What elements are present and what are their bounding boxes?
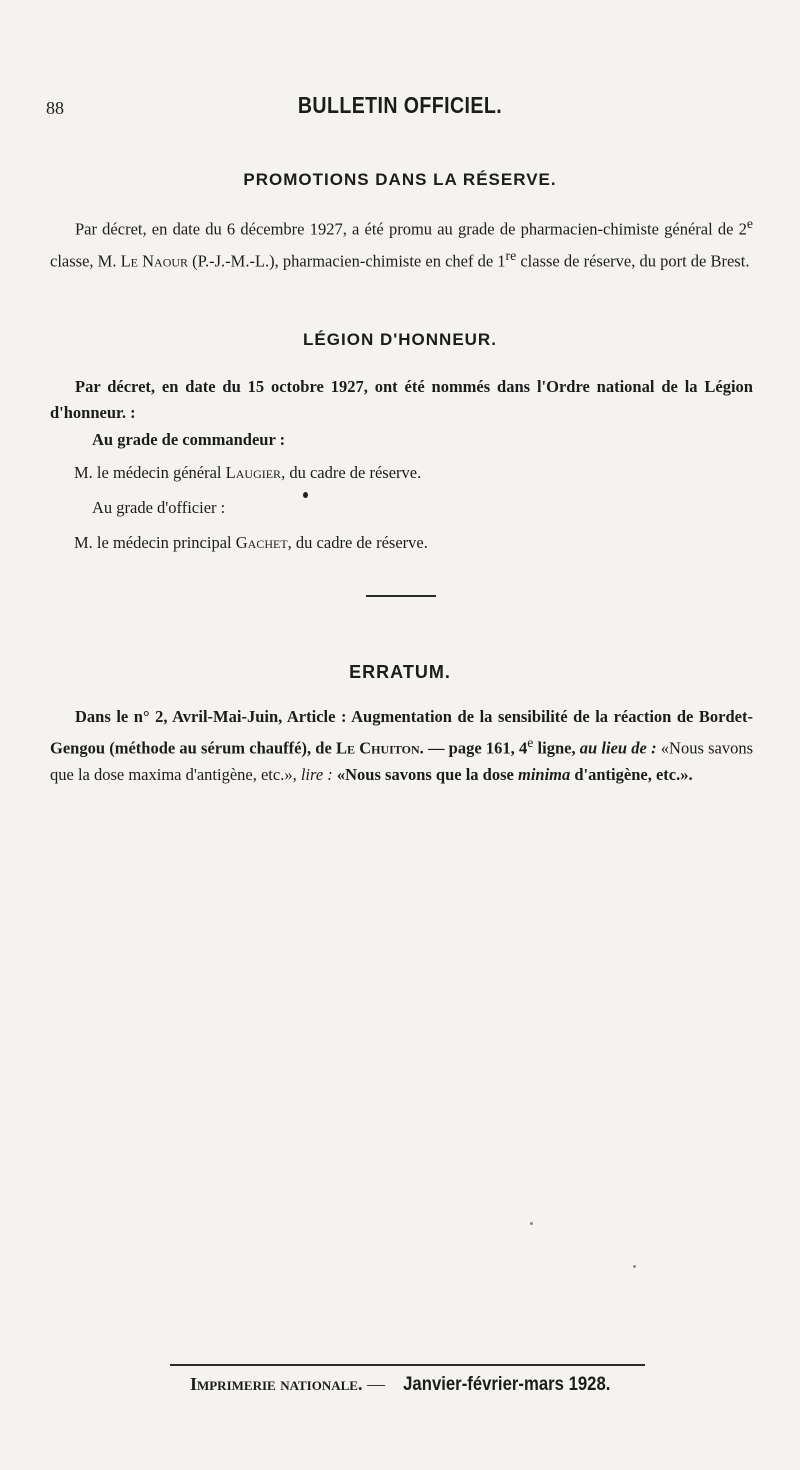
- grade-officier: Au grade d'officier :: [92, 498, 226, 517]
- ink-speck: [633, 1265, 636, 1268]
- erratum-text-d: «Nous savons que la dose maxima d'antigène, etc.»,: [50, 738, 753, 784]
- promotions-text-d: classe de réserve, du port de Brest.: [516, 251, 750, 270]
- promotions-text-c: (P.-J.-M.-L.), pharmacien-chimiste en chef de 1: [188, 251, 506, 270]
- footer-rule: [170, 1364, 645, 1366]
- ink-dot: [303, 492, 308, 498]
- nominee1-name: Laugier: [225, 463, 282, 482]
- erratum-heading: ERRATUM.: [349, 662, 451, 682]
- page-number: 88: [46, 98, 64, 118]
- promotions-sup-b: re: [505, 247, 517, 263]
- footer-separator: —: [362, 1374, 390, 1394]
- erratum-text-b: . — page 161, 4: [419, 738, 528, 758]
- nominee2-prefix: M. le médecin principal: [74, 533, 236, 552]
- nominee-officier: [74, 533, 428, 553]
- section-divider: [366, 595, 436, 597]
- promotions-text-a: Par décret, en date du 6 décembre 1927, a été promu au grade de pharmacien-chimiste général de 2: [75, 219, 747, 239]
- erratum-text-f: d'antigène, etc.».: [570, 764, 693, 784]
- erratum-sup: e: [527, 735, 534, 750]
- erratum-paragraph: [50, 704, 753, 788]
- erratum-text-e: «Nous savons que la dose: [332, 764, 518, 784]
- nominee-commandeur: [74, 463, 421, 483]
- nominee1-prefix: M. le médecin général: [74, 463, 226, 482]
- legion-heading: LÉGION D'HONNEUR.: [303, 330, 497, 349]
- erratum-text-a: Dans le n° 2, Avril-Mai-Juin, Article : Augmentation de la sensibilité de la réaction de Bordet-Gengou (méthode au sérum chauffé), de: [50, 707, 753, 758]
- imprint-footer: [170, 1374, 645, 1396]
- nominee2-name: Gachet: [235, 533, 288, 552]
- promotions-sup-a: e: [746, 216, 753, 231]
- promotions-text-b: classe, M.: [50, 251, 121, 270]
- page-header: [46, 92, 754, 122]
- promotions-paragraph: [50, 211, 753, 274]
- nominee2-suffix: , du cadre de réserve.: [287, 533, 428, 552]
- printer-name: Imprimerie nationale.: [189, 1374, 363, 1394]
- nominee1-suffix: , du cadre de réserve.: [281, 463, 422, 482]
- erratum-minima: minima: [517, 764, 571, 784]
- grade-commandeur: Au grade de commandeur :: [92, 430, 286, 449]
- erratum-au-lieu-de: au lieu de :: [579, 738, 657, 758]
- legion-paragraph: Par décret, en date du 15 octobre 1927, ont été nommés dans l'Ordre national de la Légion d'honneur. :: [50, 377, 753, 422]
- erratum-author: Le Chuiton: [336, 738, 420, 758]
- promotions-heading: PROMOTIONS DANS LA RÉSERVE.: [243, 170, 557, 189]
- running-title: BULLETIN OFFICIEL.: [297, 92, 503, 118]
- erratum-lire: lire :: [300, 764, 333, 784]
- promotions-name: Le Naour: [120, 251, 189, 270]
- publication-date: Janvier-février-mars 1928.: [403, 1374, 611, 1395]
- ink-speck: [530, 1222, 533, 1225]
- erratum-text-c: ligne,: [533, 738, 580, 758]
